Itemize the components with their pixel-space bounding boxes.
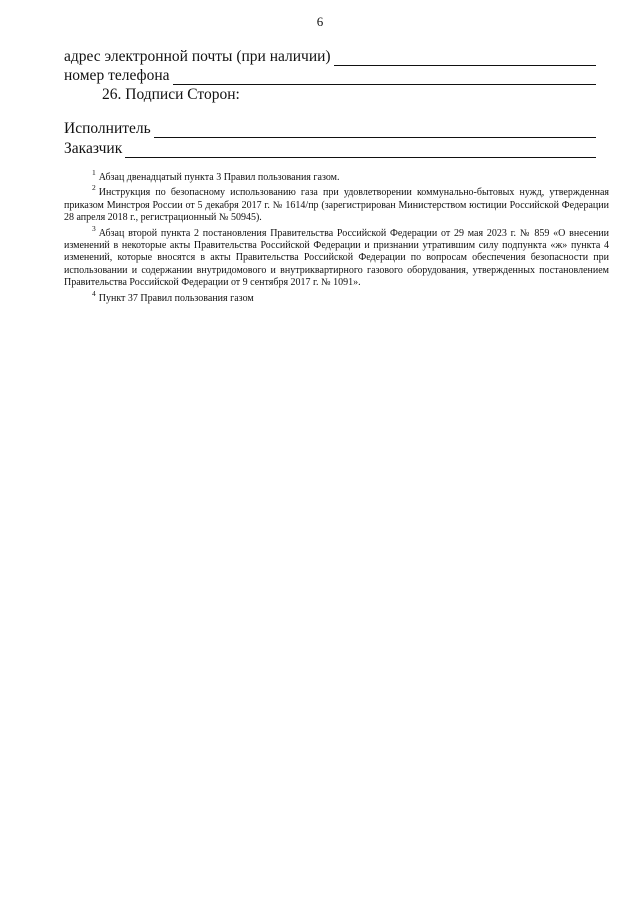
executor-signature-field[interactable] — [64, 120, 596, 138]
email-field-blank[interactable] — [334, 51, 596, 66]
footnote-2-mark: 2 — [92, 183, 96, 193]
footnote-2 — [64, 183, 609, 224]
footnote-4-text: Пункт 37 Правил пользования газом — [98, 292, 254, 304]
phone-field[interactable] — [64, 67, 596, 85]
footnote-1-text: Абзац двенадцатый пункта 3 Правил пользования газом. — [98, 172, 340, 183]
footnote-2-text: Инструкция по безопасному использованию газа при удовлетворении коммунально-бытовых нужд, утвержденная приказом Минстроя России от 5 декабря 2017 г. № 1614/пр (зарегистрирован Министерством юстиции Российской Федерации 28 апреля 2018 г., регистрационный № 50945). — [64, 187, 609, 224]
section-heading: 26. Подписи Сторон: — [102, 86, 240, 103]
page-number: 6 — [316, 14, 324, 29]
footnote-4 — [64, 288, 609, 305]
phone-field-label: номер телефона — [64, 67, 170, 84]
footnote-1 — [64, 168, 609, 184]
customer-signature-field[interactable] — [64, 140, 596, 158]
footnote-4-mark: 4 — [92, 288, 96, 298]
executor-signature-label: Исполнитель — [64, 120, 151, 137]
email-field[interactable] — [64, 48, 596, 66]
footnote-1-mark: 1 — [92, 168, 96, 177]
footnote-3-mark: 3 — [92, 223, 96, 233]
executor-signature-blank[interactable] — [154, 123, 596, 138]
email-field-label: адрес электронной почты (при наличии) — [64, 48, 331, 65]
phone-field-blank[interactable] — [173, 70, 597, 85]
customer-signature-label: Заказчик — [64, 140, 123, 157]
customer-signature-blank[interactable] — [125, 143, 596, 158]
footnote-3 — [64, 223, 609, 290]
footnote-3-text: Абзац второй пункта 2 постановления Правительства Российской Федерации от 29 мая 2023 г. № 859 «О внесении изменений в некоторые акты Правительства Российской Федерации и признании утратившим силу подпункта «ж» пункта 4 изменений, которые вносятся в акты Правительства Российской Федерации по вопросам обеспечения безопасности при использовании и содержании внутридомового и внутриквартирного газового оборудования, утвержденных постановлением Правительства Российской Федерации от 9 сентября 2017 г. № 1091». — [64, 227, 609, 289]
footnotes — [64, 168, 609, 308]
